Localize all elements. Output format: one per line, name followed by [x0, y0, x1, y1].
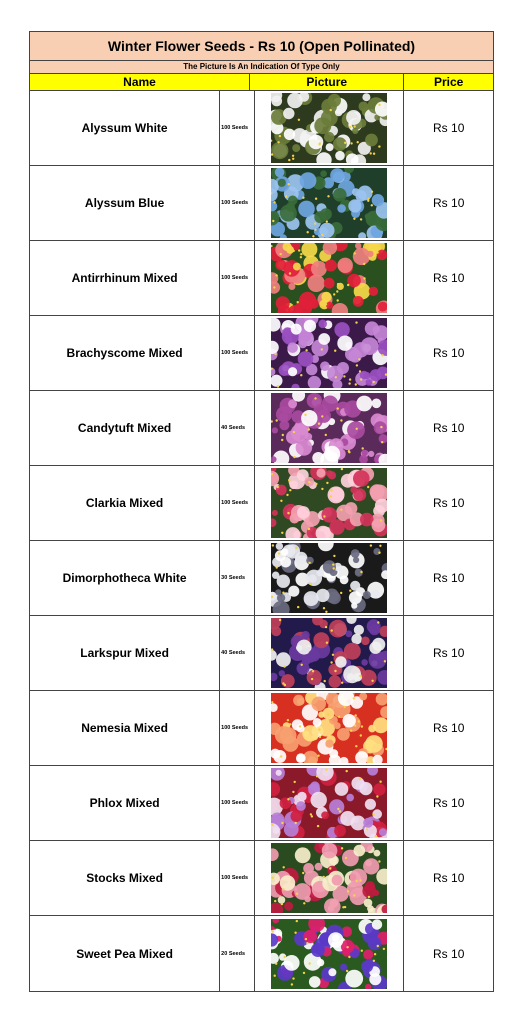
- flower-picture-cell: [254, 766, 403, 840]
- page-title: Winter Flower Seeds - Rs 10 (Open Pollinated): [30, 32, 493, 61]
- flower-picture-cell: [254, 541, 403, 615]
- header-name: Name: [123, 75, 156, 89]
- price-value: Rs 10: [403, 241, 493, 315]
- flower-picture-cell: [254, 691, 403, 765]
- flower-picture-cell: [254, 316, 403, 390]
- table-row: [30, 466, 493, 541]
- flower-photo: [271, 919, 387, 989]
- table-row: [30, 391, 493, 466]
- header-picture: Picture: [249, 74, 403, 90]
- seed-count: 100 Seeds: [219, 241, 254, 315]
- table-row: [30, 916, 493, 991]
- seed-count: 100 Seeds: [219, 316, 254, 390]
- table-header: [30, 73, 493, 91]
- flower-name: Antirrhinum Mixed: [71, 271, 178, 285]
- flower-picture-cell: [254, 166, 403, 240]
- seed-count: 100 Seeds: [219, 766, 254, 840]
- flower-name: Alyssum White: [81, 121, 168, 135]
- seed-count: 100 Seeds: [219, 91, 254, 165]
- seed-count: 30 Seeds: [219, 541, 254, 615]
- flower-photo: [271, 318, 387, 388]
- flower-photo: [271, 543, 387, 613]
- price-value: Rs 10: [403, 766, 493, 840]
- flower-name: Dimorphotheca White: [62, 571, 187, 585]
- flower-name: Phlox Mixed: [89, 796, 160, 810]
- table-row: [30, 616, 493, 691]
- seed-count: 40 Seeds: [219, 616, 254, 690]
- flower-photo: [271, 393, 387, 463]
- table-row: [30, 841, 493, 916]
- flower-name: Candytuft Mixed: [77, 421, 172, 435]
- seed-count: 100 Seeds: [219, 691, 254, 765]
- flower-picture-cell: [254, 616, 403, 690]
- price-value: Rs 10: [403, 391, 493, 465]
- price-value: Rs 10: [403, 466, 493, 540]
- flower-picture-cell: [254, 466, 403, 540]
- flower-picture-cell: [254, 391, 403, 465]
- price-value: Rs 10: [403, 541, 493, 615]
- header-price: Price: [403, 74, 493, 90]
- flower-picture-cell: [254, 241, 403, 315]
- table-row: [30, 91, 493, 166]
- flower-name: Sweet Pea Mixed: [76, 946, 173, 961]
- flower-photo: [271, 468, 387, 538]
- flower-photo: [271, 768, 387, 838]
- flower-photo: [271, 693, 387, 763]
- price-value: Rs 10: [403, 841, 493, 915]
- table-row: [30, 316, 493, 391]
- price-value: Rs 10: [403, 691, 493, 765]
- page-subtitle: The Picture Is An Indication Of Type Only: [30, 61, 493, 73]
- table-row: [30, 541, 493, 616]
- table-row: [30, 166, 493, 241]
- flower-photo: [271, 168, 387, 238]
- flower-picture-cell: [254, 916, 403, 991]
- flower-name: Clarkia Mixed: [85, 496, 164, 510]
- flower-name: Stocks Mixed: [86, 871, 163, 885]
- price-value: Rs 10: [403, 916, 493, 991]
- flower-name: Nemesia Mixed: [81, 721, 168, 735]
- table-row: [30, 766, 493, 841]
- flower-picture-cell: [254, 91, 403, 165]
- table-row: [30, 691, 493, 766]
- seed-count: 20 Seeds: [219, 916, 254, 991]
- flower-name: Alyssum Blue: [84, 196, 165, 210]
- flower-picture-cell: [254, 841, 403, 915]
- flower-photo: [271, 618, 387, 688]
- seed-count: 40 Seeds: [219, 391, 254, 465]
- flower-photo: [271, 243, 387, 313]
- flower-photo: [271, 843, 387, 913]
- seed-count: 100 Seeds: [219, 466, 254, 540]
- price-list-table: [29, 31, 494, 992]
- table-row: [30, 241, 493, 316]
- seed-count: 100 Seeds: [219, 841, 254, 915]
- price-value: Rs 10: [403, 616, 493, 690]
- flower-photo: [271, 93, 387, 163]
- price-value: Rs 10: [403, 316, 493, 390]
- price-value: Rs 10: [403, 166, 493, 240]
- flower-name: Brachyscome Mixed: [66, 346, 183, 360]
- price-value: Rs 10: [403, 91, 493, 165]
- seed-count: 100 Seeds: [219, 166, 254, 240]
- flower-name: Larkspur Mixed: [80, 646, 169, 660]
- table-body: [30, 91, 493, 991]
